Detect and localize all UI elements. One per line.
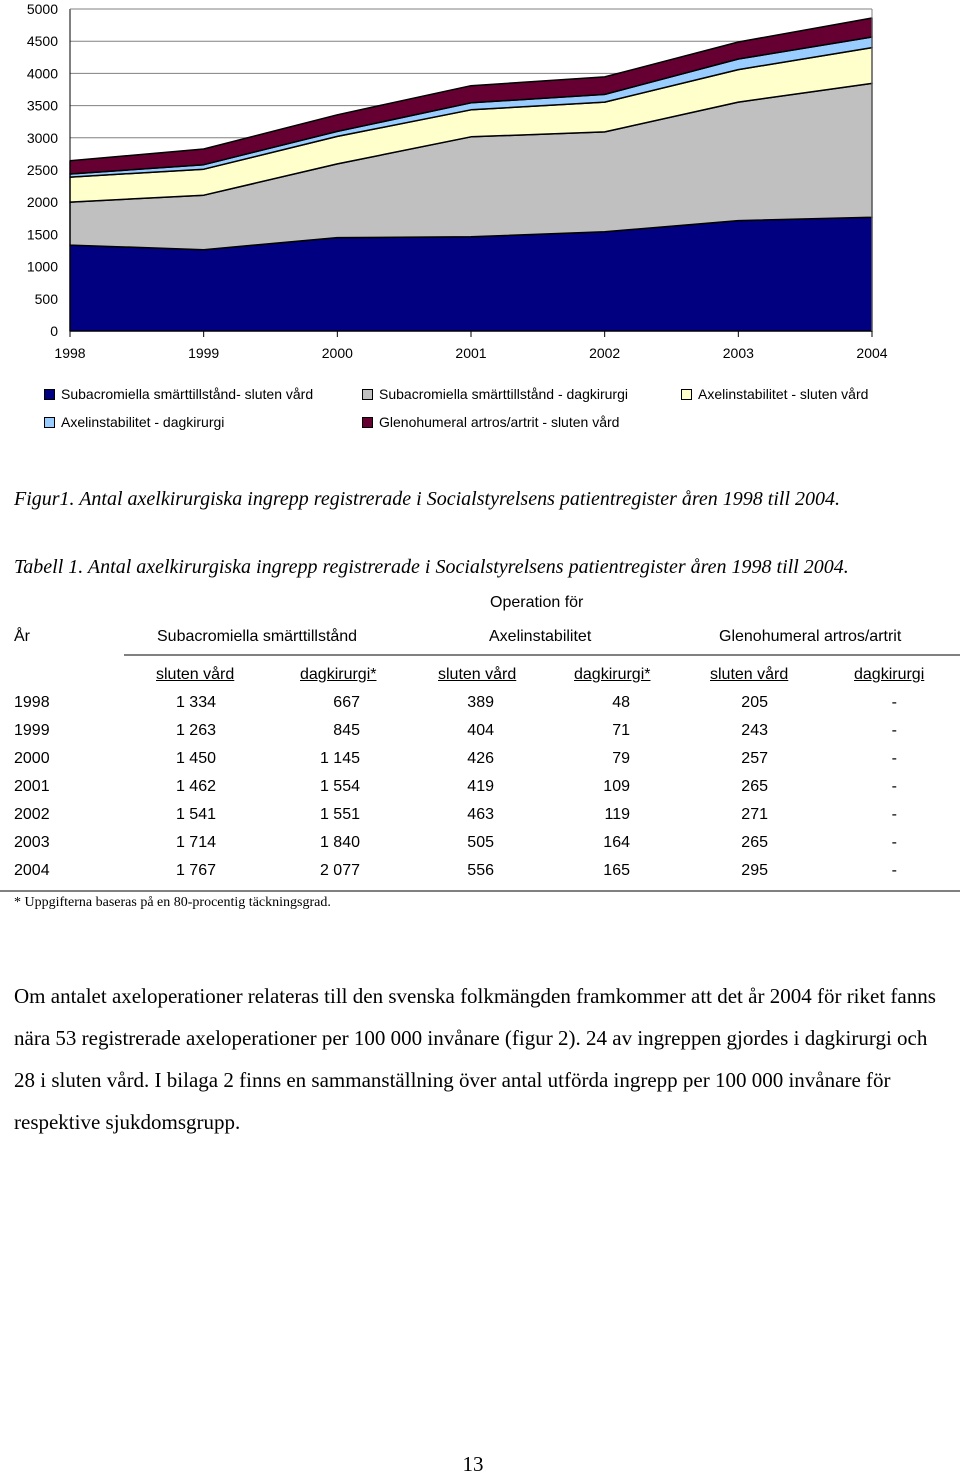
table-caption: Tabell 1. Antal axelkirurgiska ingrepp registrerade i Socialstyrelsens patientregister åren 1998 till 2004. [14, 556, 849, 578]
table-cell: 1 334 [175, 694, 216, 711]
legend-label-2: Axelinstabilitet - sluten vård [698, 386, 869, 402]
x-tick-label-6: 2004 [856, 345, 888, 361]
table-cell: 404 [467, 722, 494, 739]
table-cell: 164 [603, 834, 630, 851]
y-tick-label-10: 5000 [26, 1, 58, 17]
figure-caption: Figur1. Antal axelkirurgiska ingrepp registrerade i Socialstyrelsens patientregister åren 1998 till 2004. [14, 488, 841, 510]
table-rule-top [124, 654, 960, 656]
y-tick-label-0: 0 [50, 323, 58, 339]
table-cell: 419 [467, 778, 494, 795]
table-cell: 109 [603, 778, 630, 795]
table-cell: - [891, 722, 897, 739]
table-cell: 1 551 [319, 806, 360, 823]
y-tick-label-1: 500 [34, 290, 58, 307]
table-cell-year: 2003 [14, 834, 50, 851]
table-cell: 295 [741, 862, 768, 879]
table-cell: 389 [467, 694, 494, 711]
legend-label-0: Subacromiella smärttillstånd- sluten vård [61, 386, 314, 402]
y-tick-label-8: 4000 [26, 65, 58, 82]
y-tick-label-3: 1500 [26, 226, 58, 243]
legend-swatch-0 [44, 389, 55, 400]
y-tick-label-7: 3500 [26, 97, 58, 114]
table-cell: 265 [741, 778, 768, 795]
x-tick-label-0: 1998 [54, 345, 86, 361]
table-cell: 271 [741, 806, 768, 823]
body-paragraph: Om antalet axeloperationer relateras till den svenska folkmängden framkommer att det år 2004 för riket fanns nära 53 registrerade axeloperationer per 100 000 invånare (figur 2). 24 av ingreppen gjordes i dagkirurgi och 28 i sluten vård. I bilaga 2 finns en sammanställning över antal utförda ingrepp per 100 000 invånare för respektive sjukdomsgrupp. [14, 984, 936, 1134]
legend-item-1 [362, 386, 628, 402]
table-cell: 1 767 [175, 862, 216, 879]
legend-item-2 [681, 386, 868, 402]
table-super-header: Operation för [490, 594, 584, 611]
table-cell: 1 840 [319, 834, 360, 851]
table-col-year: År [14, 628, 30, 645]
table-cell: - [891, 806, 897, 823]
table-subheader-5: dagkirurgi [854, 666, 925, 683]
table-rule-bottom [0, 890, 960, 892]
table-cell-year: 2001 [14, 778, 50, 795]
table-cell: 667 [333, 694, 360, 711]
table-cell: 1 541 [175, 806, 216, 823]
table-cell: 48 [612, 694, 630, 711]
table-cell: 205 [741, 694, 768, 711]
legend-label-3: Axelinstabilitet - dagkirurgi [61, 414, 225, 430]
table-cell: 1 554 [319, 778, 360, 795]
x-tick-label-4: 2002 [589, 345, 621, 361]
table-subheader-3: dagkirurgi* [574, 666, 651, 683]
table-cell: 1 462 [175, 778, 216, 795]
table-cell: 463 [467, 806, 494, 823]
table-cell-year: 2004 [14, 862, 50, 879]
legend-swatch-4 [362, 417, 373, 428]
table-group-0: Subacromiella smärttillstånd [157, 628, 358, 645]
table-cell: - [891, 778, 897, 795]
table-cell: - [891, 862, 897, 879]
table-cell: 265 [741, 834, 768, 851]
table-cell: 426 [467, 750, 494, 767]
chart-legend [0, 384, 960, 444]
stacked-area-chart [0, 0, 960, 370]
table-subheader-4: sluten vård [710, 666, 789, 683]
legend-item-3 [44, 414, 224, 430]
table-cell-year: 2000 [14, 750, 50, 767]
y-tick-label-4: 2000 [26, 194, 58, 211]
page-number: 13 [462, 1452, 484, 1476]
table-cell: 1 450 [175, 750, 216, 767]
x-tick-label-1: 1999 [188, 345, 220, 361]
table-cell: 845 [333, 722, 360, 739]
table-group-2: Glenohumeral artros/artrit [719, 628, 902, 645]
table-subheader-2: sluten vård [438, 666, 517, 683]
legend-swatch-2 [681, 389, 692, 400]
table-cell-year: 1998 [14, 694, 50, 711]
table-subheader-1: dagkirurgi* [300, 666, 377, 683]
legend-label-1: Subacromiella smärttillstånd - dagkirurgi [379, 386, 628, 402]
y-tick-label-9: 4500 [26, 33, 58, 50]
table-cell: 1 263 [175, 722, 216, 739]
table-group-1: Axelinstabilitet [489, 628, 592, 645]
legend-swatch-3 [44, 417, 55, 428]
table-cell: 165 [603, 862, 630, 879]
table-cell: 257 [741, 750, 768, 767]
table-cell-year: 2002 [14, 806, 50, 823]
table-cell: 119 [604, 806, 630, 823]
legend-item-0 [44, 386, 313, 402]
table-footnote: * Uppgifterna baseras på en 80-procentig täckningsgrad. [14, 895, 331, 910]
legend-swatch-1 [362, 389, 373, 400]
y-tick-label-5: 2500 [26, 162, 58, 178]
table-cell: - [891, 694, 897, 711]
x-tick-label-5: 2003 [722, 345, 754, 361]
table-cell: 2 077 [319, 862, 360, 879]
table-cell: - [891, 834, 897, 851]
table-cell: 556 [467, 862, 494, 879]
table-cell: 71 [612, 722, 630, 739]
table-subheader-0: sluten vård [156, 666, 235, 683]
x-tick-label-2: 2000 [321, 345, 353, 361]
table-cell: 243 [741, 722, 768, 739]
table-cell: 79 [612, 750, 630, 767]
x-tick-label-3: 2001 [455, 345, 487, 361]
y-tick-label-2: 1000 [26, 258, 58, 275]
table-cell: - [891, 750, 897, 767]
table-cell: 505 [467, 834, 494, 851]
table-cell-year: 1999 [14, 722, 50, 739]
table-cell: 1 714 [175, 834, 216, 851]
y-tick-label-6: 3000 [26, 129, 58, 146]
table-cell: 1 145 [319, 750, 360, 767]
legend-item-4 [362, 414, 619, 430]
legend-label-4: Glenohumeral artros/artrit - sluten vård [379, 414, 620, 430]
